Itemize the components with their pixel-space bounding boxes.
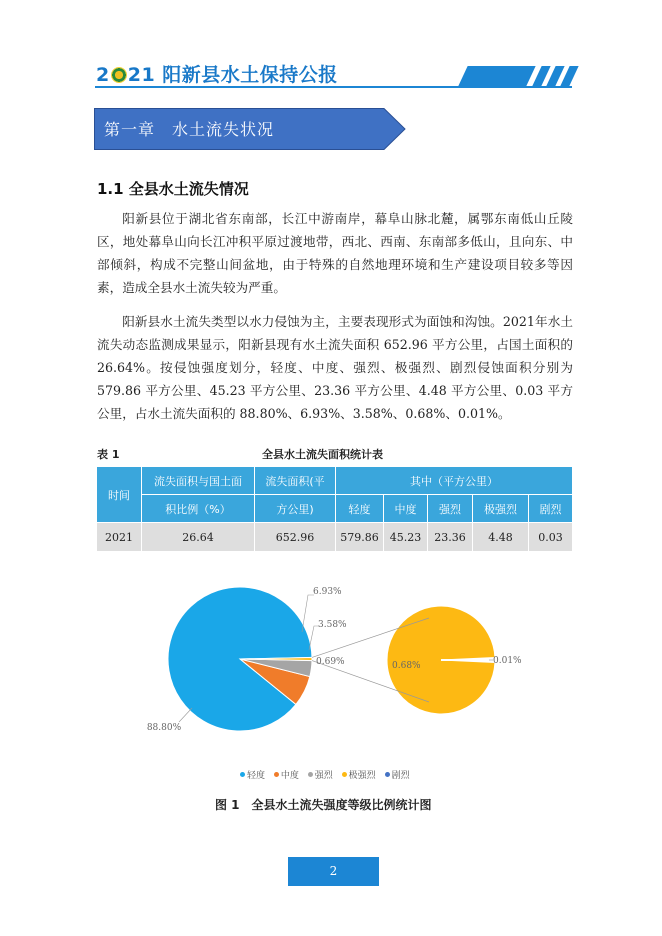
legend-swatch [274,772,279,777]
table-cell-value: 0.03 [529,523,573,552]
table-cell-value: 579.86 [336,523,384,552]
header-title [96,60,338,87]
table-cell-value: 4.48 [473,523,529,552]
legend-label: 强烈 [314,771,333,781]
legend-swatch [240,772,245,777]
table-header-time: 时间 [97,467,142,523]
legend-item [240,771,265,781]
table-header-sub: 极强烈 [473,495,529,523]
table-header-sub: 强烈 [428,495,473,523]
data-label: 88.80% [146,723,182,733]
table-row [97,523,573,552]
legend-label: 极强烈 [348,771,376,781]
legend-swatch [308,772,313,777]
page-header [0,0,662,96]
table-header-ratio-line1: 流失面积与国土面 [142,467,255,495]
data-label: 0.68% [392,661,421,671]
table-title: 全县水土流失面积统计表 [262,448,383,461]
page-number: 2 [288,857,379,886]
chapter-banner [94,108,406,150]
legend-item [342,771,376,781]
table-cell-value: 45.23 [384,523,428,552]
table-cell-value: 23.36 [428,523,473,552]
table-cell-ratio: 26.64 [142,523,255,552]
table-header-group: 其中（平方公里） [336,467,573,495]
section-title: 1.1 全县水土流失情况 [97,180,249,198]
legend-item [308,771,333,781]
logo-icon [111,67,127,83]
pie-chart-svg [96,572,572,762]
legend-label: 剧烈 [391,771,410,781]
legend-label: 中度 [280,771,299,781]
legend-swatch [385,772,390,777]
legend-label: 轻度 [247,771,266,781]
header-rule [95,86,572,88]
table-cell-year: 2021 [97,523,142,552]
header-title-text: 阳新县水土保持公报 [155,64,338,86]
legend-item [385,771,410,781]
pie-chart [96,572,572,792]
stats-table [96,466,573,552]
header-decor-bar [458,66,535,86]
header-year-part-b: 21 [127,64,156,86]
leader-line [179,708,192,722]
table-header-sub: 轻度 [336,495,384,523]
figure-caption: 图 1 全县水土流失强度等级比例统计图 [215,798,432,812]
table-header-sub: 中度 [384,495,428,523]
table-cell-area: 652.96 [255,523,336,552]
data-label: 0.01% [493,656,522,666]
table-label: 表 1 [97,448,120,461]
table-header-area-line1: 流失面积(平 [255,467,336,495]
legend-swatch [342,772,347,777]
legend-item [274,771,299,781]
paragraph: 阳新县水土流失类型以水力侵蚀为主，主要表现形式为面蚀和沟蚀。2021年水土流失动态监测成果显示，阳新县现有水土流失面积 652.96 平方公里，占国土面积的 26.64%。按侵蚀强度划分，轻度、中度、强烈、极强烈、剧烈侵蚀面积分别为 579.86 平方公里、45.23 平方公里、23.36 平方公里、4.48 平方公里、0.03 平方公里，占水土流失面积的 88.80%、6.93%、3.58%、0.68%、0.01%。 [97,314,573,421]
table-header-sub: 剧烈 [529,495,573,523]
data-label: 0.69% [316,657,345,667]
chart-legend [240,768,416,781]
header-year-part-a: 2 [96,64,110,86]
data-label: 3.58% [318,620,347,630]
paragraph: 阳新县位于湖北省东南部，长江中游南岸，幕阜山脉北麓，属鄂东南低山丘陵区，地处幕阜山向长江冲积平原过渡地带，西北、西南、东南部多低山，且向东、中部倾斜，构成不完整山间盆地，由于特殊的自然地理环境和生产建设项目较多等因素，造成全县水土流失较为严重。 [97,211,573,295]
data-label: 6.93% [313,587,342,597]
table-header-area-line2: 方公里) [255,495,336,523]
table-header-ratio-line2: 积比例（%） [142,495,255,523]
chapter-title: 第一章 水土流失状况 [104,120,275,139]
